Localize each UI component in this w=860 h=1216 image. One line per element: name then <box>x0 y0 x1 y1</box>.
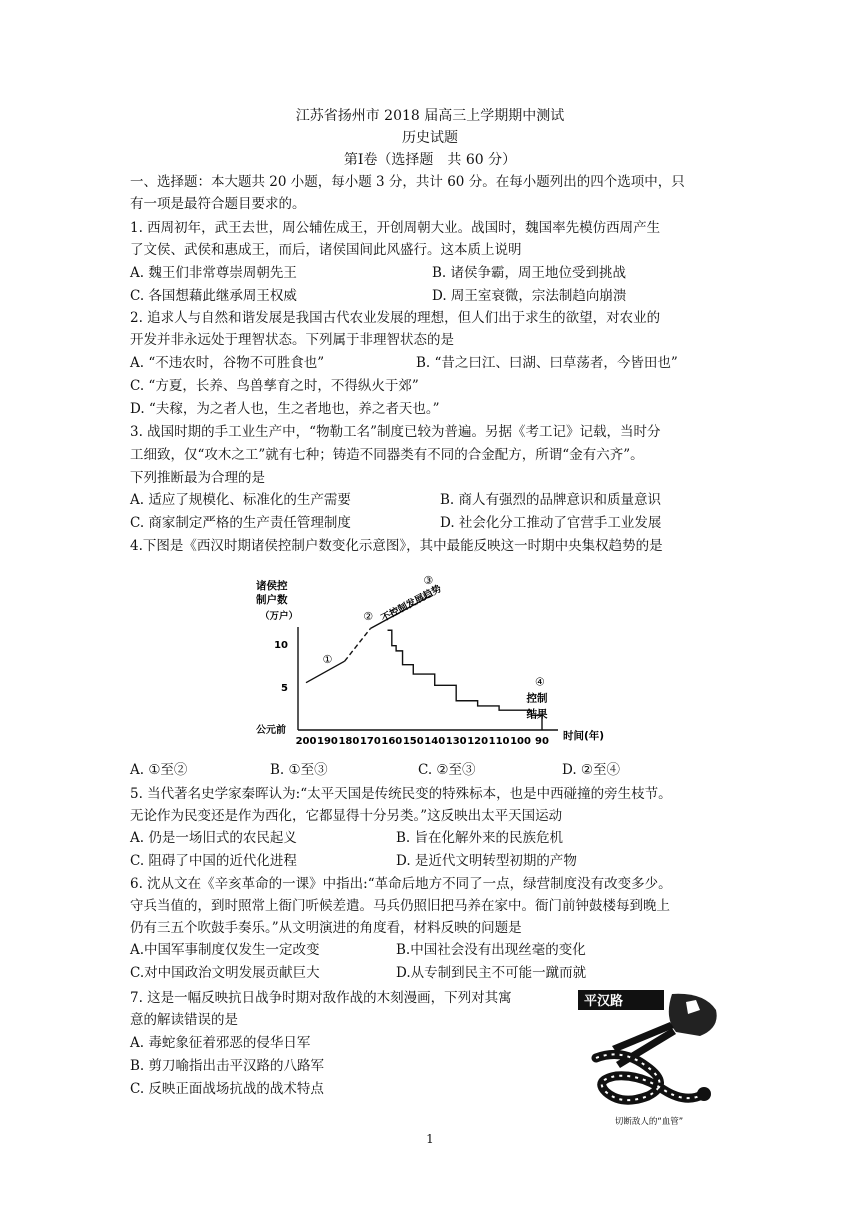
q7-option-a: A. 毒蛇象征着邪恶的侵华日军 <box>130 1035 311 1051</box>
q2-option-d: D. “夫稼，为之者人也，生之者地也，养之者天也。” <box>130 401 440 417</box>
q7-stem-line-2: 意的解读错误的是 <box>130 1012 238 1028</box>
q6-stem-line-1: 6. 沈从文在《辛亥革命的一课》中指出:“革命后地方不同了一点，绿营制度没有改变多少。 <box>130 876 672 892</box>
q6-stem-line-2: 守兵当值的，到时照常上衙门听候差遣。马兵仍照旧把马养在家中。衙门前钟鼓楼每到晚上 <box>130 898 670 914</box>
q4-option-b: B. ①至③ <box>270 762 328 778</box>
q5-option-b: B. 旨在化解外来的民族危机 <box>396 830 564 846</box>
marker-3: ③ <box>423 573 434 587</box>
q6-option-d: D.从专制到民主不可能一蹴而就 <box>396 965 587 981</box>
q3-stem-line-3: 下列推断最为合理的是 <box>130 470 265 486</box>
q3-option-d: D. 社会化分工推动了官营手工业发展 <box>440 515 662 531</box>
x-tick-label: 170 <box>359 736 381 747</box>
x-axis-label: 时间(年) <box>563 730 605 742</box>
q2-stem-line-1: 2. 追求人与自然和谐发展是我国古代农业发展的理想，但人们出于求生的欲望，对农业的 <box>130 310 661 326</box>
q4-line-chart <box>250 565 620 755</box>
x-origin-label: 公元前 <box>256 725 286 736</box>
x-tick-label: 130 <box>445 736 467 747</box>
exam-subtitle: 历史试题 <box>402 130 458 146</box>
x-tick-label: 100 <box>510 736 531 747</box>
q2-option-b: B. “昔之曰江、曰湖、曰草荡者，今皆田也” <box>416 355 678 371</box>
q1-option-b: B. 诸侯争霸，周王地位受到挑战 <box>432 265 627 281</box>
end-label-line-1: 控制 <box>526 692 548 705</box>
q4-option-d: D. ②至④ <box>562 762 621 778</box>
cartoon-title: 平汉路 <box>584 994 624 1009</box>
cartoon-hand <box>669 994 717 1036</box>
x-tick-label: 200 <box>295 736 317 747</box>
q5-stem-line-2: 无论作为民变还是作为西化，它都显得十分另类。”这反映出太平天国运动 <box>130 808 563 824</box>
x-tick-label: 160 <box>381 736 403 747</box>
q5-option-d: D. 是近代文明转型初期的产物 <box>396 853 577 869</box>
controlled-decline-line <box>388 630 542 730</box>
q6-option-b: B.中国社会没有出现丝毫的变化 <box>396 942 586 958</box>
trend-line-dashed <box>345 629 371 662</box>
section-heading: 第Ⅰ卷（选择题 共 60 分） <box>343 152 517 168</box>
x-tick-label: 140 <box>424 736 446 747</box>
page-number: 1 <box>426 1132 434 1146</box>
q6-option-a: A.中国军事制度仅发生一定改变 <box>130 942 320 958</box>
q1-option-d: D. 周王室衰微，宗法制趋向崩溃 <box>432 288 627 304</box>
q1-stem-line-1: 1. 西周初年，武王去世，周公辅佐成王，开创周朝大业。战国时，魏国率先模仿西周产生 <box>130 220 661 236</box>
y-axis-label-1: 诸侯控 <box>256 580 288 592</box>
x-tick-label: 190 <box>317 736 338 747</box>
cartoon-snake-head <box>697 1087 711 1101</box>
q6-option-c: C.对中国政治文明发展贡献巨大 <box>130 965 320 981</box>
x-tick-label: 110 <box>488 736 510 747</box>
x-tick-label: 180 <box>338 736 360 747</box>
q4-stem: 4.下图是《西汉时期诸侯控制户数变化示意图》，其中最能反映这一时期中央集权趋势的是 <box>130 538 663 554</box>
marker-1: ① <box>322 652 333 666</box>
q5-stem-line-1: 5. 当代著名史学家秦晖认为:“太平天国是传统民变的特殊标本，也是中西碰撞的旁生枝节。 <box>130 786 672 802</box>
y-axis-label-group <box>256 579 298 622</box>
marker-2: ② <box>363 609 374 623</box>
q1-option-a: A. 魏王们非常尊崇周朝先王 <box>130 265 297 281</box>
q3-option-b: B. 商人有强烈的品牌意识和质量意识 <box>440 492 662 508</box>
y-axis-unit: （万户） <box>260 611 299 622</box>
q2-option-c: C. “方夏，长养、鸟兽孳育之时，不得纵火于郊” <box>130 378 419 394</box>
marker-4: ④ <box>534 675 545 689</box>
q4-option-c: C. ②至③ <box>418 762 476 778</box>
q1-stem-line-2: 了文侯、武侯和惠成王，而后，诸侯国间此风盛行。这本质上说明 <box>130 242 522 258</box>
x-tick-label: 90 <box>535 736 549 747</box>
trend-label: 不控制发展趋势 <box>379 583 444 625</box>
q1-option-c: C. 各国想藉此继承周王权威 <box>130 288 297 304</box>
x-tick-label: 120 <box>467 736 489 747</box>
end-label-line-2: 结果 <box>526 708 548 721</box>
y-tick-label: 10 <box>274 640 288 651</box>
q3-option-a: A. 适应了规模化、标准化的生产需要 <box>130 492 351 508</box>
y-axis-label-2: 制户数 <box>256 594 288 606</box>
q7-option-c: C. 反映正面战场抗战的战术特点 <box>130 1081 324 1097</box>
y-tick-label: 5 <box>281 683 288 694</box>
q5-option-a: A. 仍是一场旧式的农民起义 <box>130 830 297 846</box>
q3-stem-line-2: 工细致，仅“攻木之工”就有七种；铸造不同器类有不同的合金配方，所谓“金有六齐”。 <box>130 447 644 463</box>
q5-option-c: C. 阻碍了中国的近代化进程 <box>130 853 297 869</box>
q7-option-b: B. 剪刀喻指出击平汉路的八路军 <box>130 1058 325 1074</box>
instructions-line-2: 有一项是最符合题目要求的。 <box>130 196 306 212</box>
q2-stem-line-2: 开发并非永远处于理智状态。下列属于非理智状态的是 <box>130 332 454 348</box>
x-tick-label: 150 <box>402 736 424 747</box>
q2-option-a: A. “不违农时，谷物不可胜食也” <box>130 355 325 371</box>
q3-stem-line-1: 3. 战国时期的手工业生产中，“物勒工名”制度已较为普遍。另据《考工记》记载，当时分 <box>130 424 661 440</box>
q7-stem-line-1: 7. 这是一幅反映抗日战争时期对敌作战的木刻漫画，下列对其寓 <box>130 990 512 1006</box>
cartoon-caption: 切断敌人的“血管” <box>614 1117 684 1127</box>
exam-title: 江苏省扬州市 2018 届高三上学期期中测试 <box>295 108 565 124</box>
q4-option-a: A. ①至② <box>130 762 188 778</box>
q6-stem-line-3: 仍有三五个吹鼓手奏乐。”从文明演进的角度看，材料反映的问题是 <box>130 920 522 936</box>
woodcut-cartoon-image <box>576 988 722 1130</box>
q3-option-c: C. 商家制定严格的生产责任管理制度 <box>130 515 351 531</box>
instructions-line-1: 一、选择题：本大题共 20 小题，每小题 3 分，共计 60 分。在每小题列出的四个选项中，只 <box>130 174 685 190</box>
chart-marks <box>274 574 549 747</box>
